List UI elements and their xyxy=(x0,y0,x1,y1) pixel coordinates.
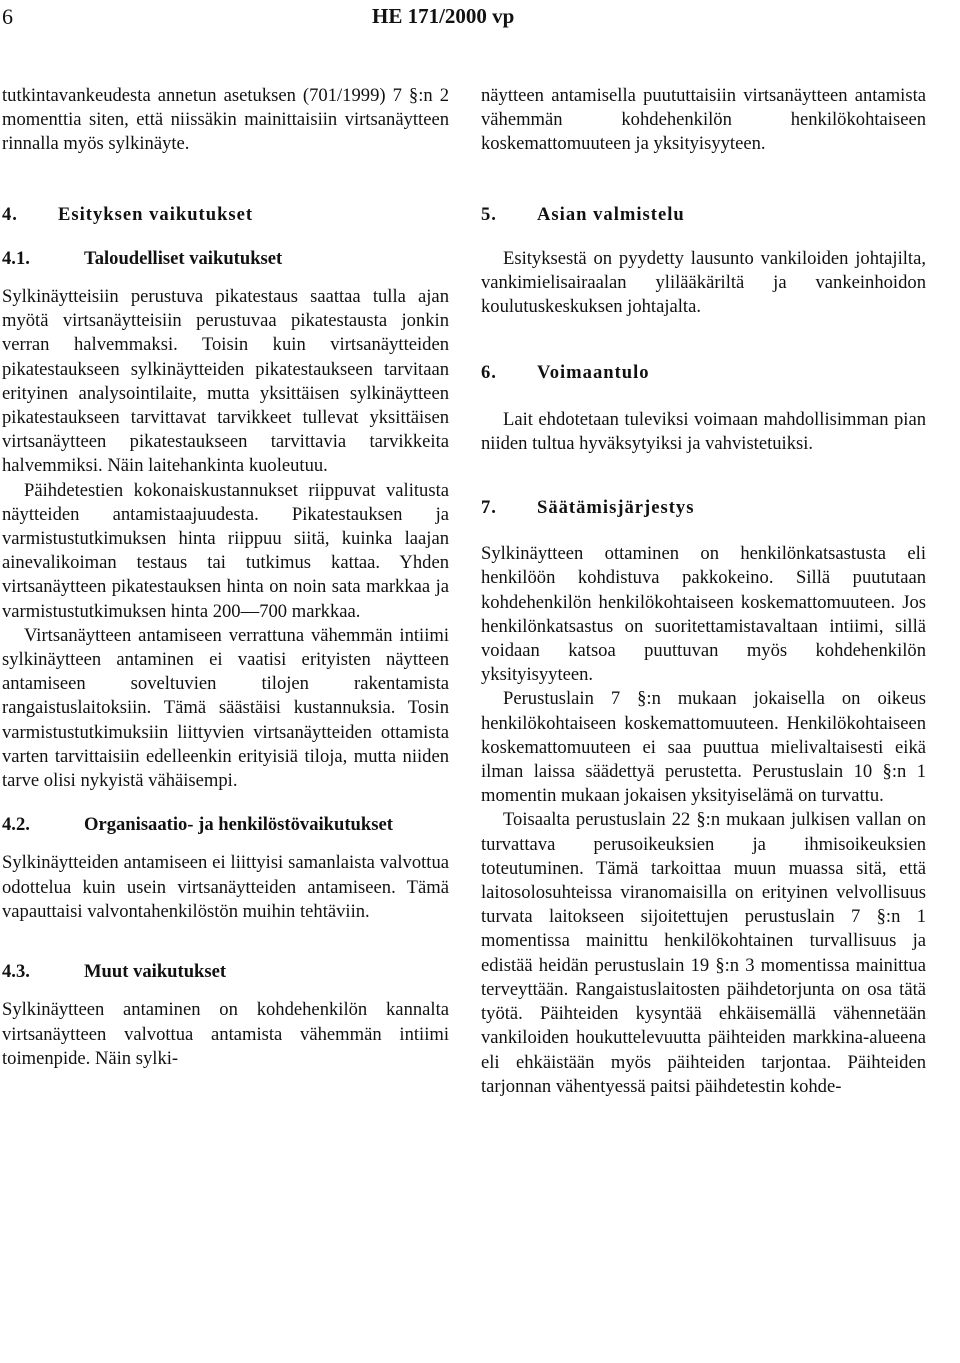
section-title: Asian valmistelu xyxy=(537,203,685,225)
section-title: Säätämisjärjestys xyxy=(537,497,695,519)
section-number: 7. xyxy=(481,497,497,519)
paragraph: Sylkinäytteiden antamiseen ei liittyisi samanlaista valvottua odotteluа kuin usein virtsanäytteiden antamiseen. Tämä vapauttaisi valvontahenkilöstön muihin tehtäviin. xyxy=(2,852,449,922)
paragraph: Sylkinäytteen ottaminen on henkilönkatsastusta eli henkilöön kohdistuva pakkokeino. Sillä puututaan kohdehenkilön henkilökohtaiseen koskemattomuuteen. Jos henkilönkatsastus on suoritettamistavaltaan intiimi, sillä voidaan katsoa puuttuvan myös kohdehenkilön yksityisyyteen. xyxy=(481,543,926,686)
section-4-2-heading xyxy=(2,813,449,837)
left-column xyxy=(2,84,449,1071)
section-title: Organisaatio- ja henkilöstövaikutukset xyxy=(84,814,393,836)
section-number: 6. xyxy=(481,362,497,384)
section-4-3-heading xyxy=(2,960,449,984)
page-number: 6 xyxy=(2,4,13,29)
page-header xyxy=(0,2,960,38)
paragraph: Perustuslain 7 §:n mukaan jokaisella on oikeus henkilökohtaiseen koskemattomuuteen. Henkilökohtaiseen koskemattomuuteen ei saa puuttua mielivaltaisesti eikä ilman laissa säädettyä perustetta. Perustuslain 10 §:n 1 momentin mukaan jokaisen yksityiselämä on turvattu. xyxy=(481,688,926,807)
document-id: HE 171/2000 vp xyxy=(372,4,515,28)
section-5-heading xyxy=(481,203,926,227)
section-number: 4. xyxy=(2,203,18,225)
paragraph: Sylkinäytteen antaminen on kohdehenkilön kannalta virtsanäytteen valvottua antamista vähemmän intiimi toimenpide. Näin sylki- xyxy=(2,999,449,1069)
section-number: 4.1. xyxy=(2,247,30,269)
continued-paragraph: näytteen antamisella puututtaisiin virtsanäytteen antamista vähemmän kohdehenkilön henkilökohtaiseen koskemattomuuteen ja yksityisyyteen. xyxy=(481,85,926,155)
paragraph: Toisaalta perustuslain 22 §:n mukaan julkisen vallan on turvattava perusoikeuksien ja ihmisoikeuksien toteutuminen. Tämä tarkoittaa muun muassa sitä, että laitosolosuhteissa viranomaisilla on erityinen velvollisuus turvata laitokseen sijoitettujen perustuslain 7 §:n 1 momentissa mainittu henkilökohtainen turvallisuus ja edistää heidän perustuslain 19 §:n 3 momentissa mainittua terveyttään. Rangaistuslaitosten päihdetorjunta on osa tätä työtä. Päihteiden kysyntää ehkäisemällä vähennetään vankiloiden houkuttelevuutta päihteiden markkina-alueena eli ehkäistään myös päihteiden tarjontaa. Päihteiden tarjonnan vähentyessä paitsi päihdetestin kohde- xyxy=(481,809,926,1097)
intro-paragraph: tutkintavankeudesta annetun asetuksen (701/1999) 7 §:n 2 momenttia siten, että niissäkin mainittaisiin virtsanäytteen rinnalla myös sylkinäyte. xyxy=(2,85,449,155)
paragraph: Virtsanäytteen antamiseen verrattuna vähemmän intiimi sylkinäytteen antaminen ei vaatisi erityisten näytteen antamiseen soveltuvien tilojen rakentamista rangaistuslaitoksiin. Tämä säästäisi kustannuksia. Tosin varmistustutkimuksiin liittyvien virtsanäytteiden ottamista varten tarvittaisiin edelleenkin erityisiä tiloja, mutta niiden tarve olisi nykyistä vähäisempi. xyxy=(2,624,449,792)
section-number: 4.3. xyxy=(2,961,30,983)
section-4-heading xyxy=(2,203,449,227)
section-number: 5. xyxy=(481,203,497,225)
section-title: Voimaantulo xyxy=(537,362,650,384)
paragraph: Lait ehdotetaan tuleviksi voimaan mahdollisimman pian niiden tultua hyväksytyiksi ja vahvistetuiksi. xyxy=(481,408,926,454)
section-title: Taloudelliset vaikutukset xyxy=(84,247,283,269)
section-title: Muut vaikutukset xyxy=(84,961,227,983)
section-title: Esityksen vaikutukset xyxy=(58,203,254,225)
paragraph: Päihdetestien kokonaiskustannukset riippuvat valitusta näytteiden antamistaajuudesta. Pikatestauksen ja varmistustutkimuksen hinta riippuu siitä, kuinka laajan ainevalikoiman testaus tai tutkimus kattaa. Yhden virtsanäytteen pikatestauksen hinta on noin sata markkaa ja varmistustutkimuksen hinta 200—700 markkaa. xyxy=(2,479,449,622)
right-column xyxy=(481,84,926,1099)
section-7-heading xyxy=(481,496,926,520)
paragraph: Sylkinäytteisiin perustuva pikatestaus saattaa tulla ajan myötä virtsanäytteisiin perustuvaa pikatestausta jonkin verran halvemmaksi. Toisin kuin virtsanäytteiden pikatestaukseen sylkinäytteiden pikatestaukseen tarvitaan erityinen analysointilaite, mutta yksittäisen sylkinäytteen pikatestaukseen tarvittavat tarvikkeet tullevat yksittäisen virtsanäytteen pikatestaukseen tarvittavia tarvikkeita halvemmiksi. Näin laitehankinta kuoleutuu. xyxy=(2,286,449,477)
section-4-1-heading xyxy=(2,247,449,271)
section-number: 4.2. xyxy=(2,814,30,836)
paragraph: Esityksestä on pyydetty lausunto vankiloiden johtajilta, vankimielisairaalan ylilääkäriltä ja vankeinhoidon koulutuskeskuksen johtajalta. xyxy=(481,247,926,318)
section-6-heading xyxy=(481,361,926,385)
